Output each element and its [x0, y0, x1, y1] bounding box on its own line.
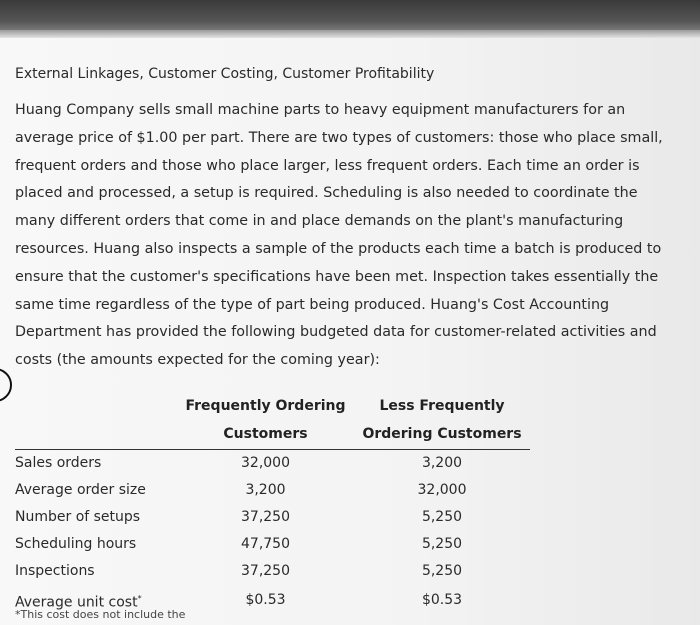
col-less-header-1: Less Frequently	[379, 398, 505, 414]
table-row	[15, 558, 530, 585]
frequent-value: 47,750	[241, 536, 290, 552]
top-shadow	[0, 30, 700, 38]
table-row	[15, 450, 530, 478]
top-bezel	[0, 0, 700, 30]
less-value: 5,250	[421, 563, 463, 579]
col-frequent-header-2: Customers	[177, 420, 354, 450]
table-row	[15, 531, 530, 558]
frequent-value: 32,000	[241, 455, 290, 471]
table-row	[15, 504, 530, 531]
row-label: Scheduling hours	[15, 536, 137, 552]
table-row	[15, 477, 530, 504]
less-value: 3,200	[421, 455, 463, 471]
row-label: Inspections	[15, 563, 95, 579]
footnote: *This cost does not include the	[15, 608, 186, 621]
frequent-value: 37,250	[241, 509, 290, 525]
frequent-value: 3,200	[245, 482, 286, 498]
frequent-value: $0.53	[245, 592, 286, 609]
row-label: Average order size	[15, 482, 146, 498]
frequent-value: 37,250	[241, 563, 290, 579]
less-value: 5,250	[421, 509, 463, 525]
col-frequent-header-1: Frequently Ordering	[185, 398, 346, 414]
problem-paragraph: Huang Company sells small machine parts to heavy equipment manufacturers for an average price of $1.00 per part. There are two types of customers: those who place small, frequent orders and those who place larger, less frequent orders. Each time an order is placed and processed, a setup is required. Scheduling is also needed to coordinate the many different orders that come in and place demands on the plant's manufacturing resources. Huang also inspects a sample of the products each time a batch is produced to ensure that the customer's specifications have been met. Inspection takes essentially the same time regardless of the type of part being produced. Huang's Cost Accounting Department has provided the following budgeted data for customer-related activities and costs (the amounts expected for the coming year):	[15, 102, 663, 369]
customer-data-table	[15, 392, 530, 617]
col-less-header-2: Ordering Customers	[354, 420, 530, 450]
row-label: Number of setups	[15, 509, 141, 525]
problem-heading: External Linkages, Customer Costing, Customer Profitability	[15, 66, 435, 82]
problem-text	[15, 97, 677, 375]
less-value: 32,000	[417, 482, 467, 498]
less-value: 5,250	[421, 536, 463, 552]
row-label: Average unit cost	[15, 594, 138, 611]
footnote-asterisk: *	[137, 594, 142, 603]
row-label: Sales orders	[15, 455, 102, 471]
less-value: $0.53	[421, 592, 463, 609]
